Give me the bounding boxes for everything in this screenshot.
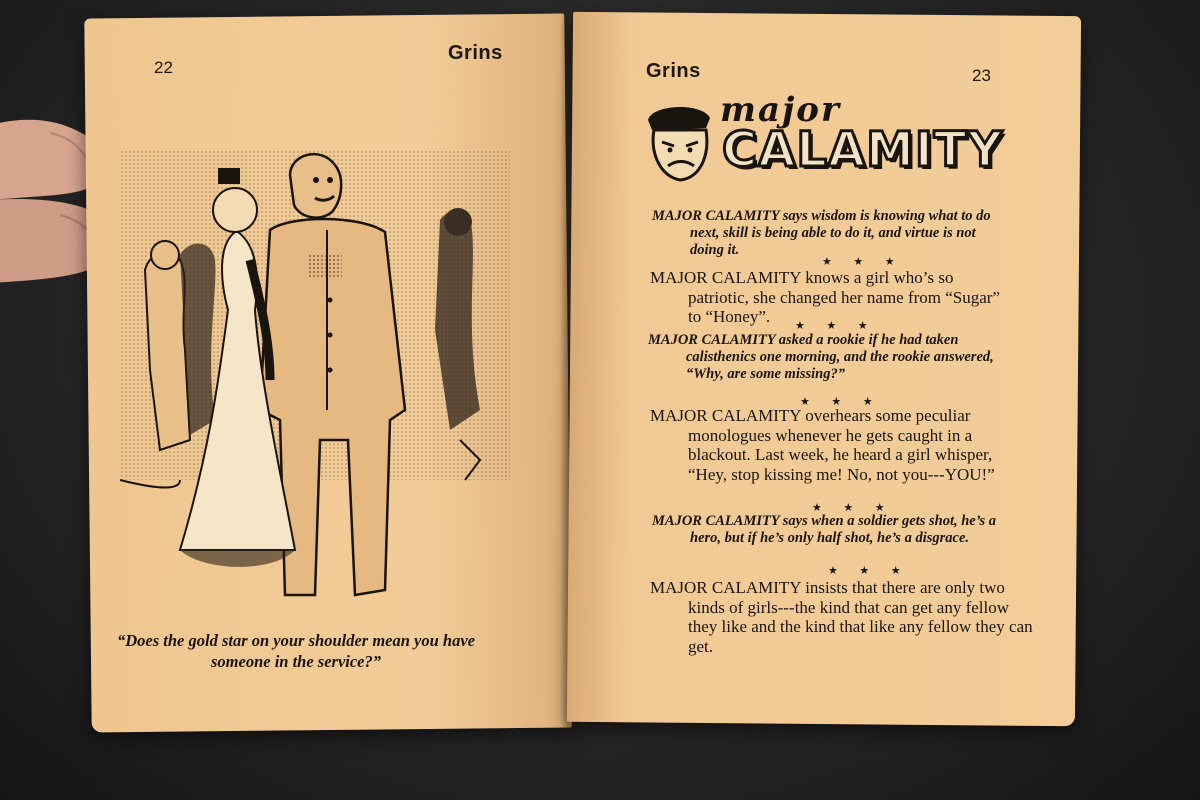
separator-4: ★ ★ ★ <box>812 501 894 514</box>
major-face-icon <box>640 98 720 188</box>
joke-5: MAJOR CALAMITY says when a soldier gets shot, he’s a hero, but if he’s only half shot, he’s a disgrace. <box>652 513 997 546</box>
title-calamity: CALAMITY <box>722 122 1004 178</box>
running-head-right: Grins <box>646 60 701 82</box>
joke-4: MAJOR CALAMITY overhears some peculiar monologues whenever he gets caught in a blackout. Last week, he heard a girl whisper, “Hey, stop kissing me! No, not you---YOU!” <box>650 406 995 484</box>
page-number-left: 22 <box>154 58 173 77</box>
running-head-left: Grins <box>448 42 503 64</box>
separator-1: ★ ★ ★ <box>822 255 904 268</box>
cartoon-caption: “Does the gold star on your shoulder mean you have someone in the service?” <box>117 631 475 671</box>
page-number-right: 23 <box>972 66 991 85</box>
joke-3: MAJOR CALAMITY asked a rookie if he had taken calisthenics one morning, and the rookie answered, “Why, are some missing?” <box>648 332 994 382</box>
joke-2: MAJOR CALAMITY knows a girl who’s so patriotic, she changed her name from “Sugar” to “Honey”. <box>650 268 1001 326</box>
joke-1: MAJOR CALAMITY says wisdom is knowing what to do next, skill is being able to do it, and virtue is not doing it. <box>652 208 991 258</box>
separator-2: ★ ★ ★ <box>795 319 877 332</box>
separator-5: ★ ★ ★ <box>828 564 910 577</box>
separator-3: ★ ★ ★ <box>800 395 882 408</box>
title-major: major <box>720 90 841 130</box>
feature-title <box>640 90 1004 200</box>
cartoon-illustration <box>120 150 510 600</box>
joke-6: MAJOR CALAMITY insists that there are only two kinds of girls---the kind that can get any fellow they like and the kind that like any fellow they can get. <box>650 578 1033 656</box>
